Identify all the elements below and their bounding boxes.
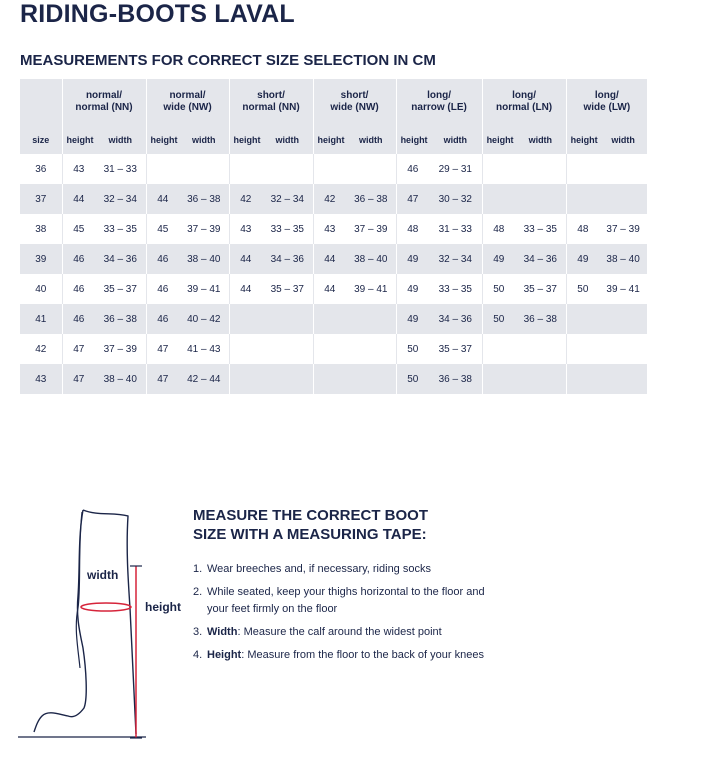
boot-diagram [18,508,188,748]
group-header-line1: short/ [257,90,285,101]
height-cell: 42 [229,184,262,214]
width-column-header: width [429,125,482,154]
width-cell [599,184,647,214]
step-bold-term: Height [207,649,242,661]
step-text-wrap [207,624,493,641]
step-number: 3. [193,626,203,638]
group-header-line2: normal (NN) [242,102,300,113]
diagram-height-label: height [145,600,181,614]
height-cell [229,334,262,364]
width-cell: 36 – 38 [346,184,396,214]
width-cell: 36 – 38 [95,304,146,334]
height-cell: 43 [313,214,346,244]
width-cell: 34 – 36 [95,244,146,274]
width-column-header: width [95,125,146,154]
table-corner-cell [20,79,62,125]
width-cell: 41 – 43 [187,343,221,355]
table-row [20,154,647,184]
table-group-header [229,79,313,125]
group-header-line2: normal (NN) [75,102,133,113]
width-cell: 36 – 38 [429,364,482,394]
width-cell: 35 – 37 [103,283,137,295]
height-cell: 42 [313,184,346,214]
width-cell: 33 – 35 [523,223,557,235]
size-cell: 43 [20,364,62,394]
width-cell: 36 – 38 [179,184,229,214]
width-cell [346,304,396,334]
height-cell: 44 [313,274,346,304]
width-cell [599,364,647,394]
width-column-header: width [179,125,229,154]
step-bold-term: Width [207,626,238,638]
step-number: 4. [193,649,203,661]
group-header-line1: long/ [512,90,537,101]
width-cell: 31 – 33 [103,163,137,175]
height-cell [229,304,262,334]
group-header-line1: long/ [427,90,451,101]
table-row [20,214,647,244]
height-column-header: height [62,125,95,154]
width-cell [599,334,647,364]
width-cell: 33 – 35 [103,223,137,235]
group-header-line2: narrow (LE) [411,102,467,113]
step-text: : Measure the calf around the widest point [237,626,442,638]
width-cell: 36 – 38 [515,304,566,334]
height-cell: 43 [229,214,262,244]
step-text: While seated, keep your thighs horizontal to the floor and your feet firmly on the floor [207,586,485,615]
table-group-header [566,79,647,125]
size-cell: 38 [35,223,47,235]
width-cell: 34 – 36 [429,304,482,334]
width-cell: 34 – 36 [515,244,566,274]
size-cell: 41 [20,304,62,334]
width-cell: 39 – 41 [606,283,640,295]
width-cell: 35 – 37 [438,343,472,355]
height-cell [229,364,262,394]
width-cell: 30 – 32 [429,184,482,214]
instructions-list [193,561,493,670]
height-cell [482,364,515,394]
table-row [20,334,647,364]
width-cell: 33 – 35 [438,283,472,295]
page-title: RIDING-BOOTS LAVAL [20,0,295,28]
height-cell [566,304,599,334]
width-cell [262,154,313,184]
table-group-header [396,79,482,125]
width-cell [515,334,566,364]
width-cell [515,364,566,394]
height-cell [313,334,346,364]
width-column-header: width [346,125,396,154]
table-group-header [62,79,146,125]
instruction-step [193,647,493,664]
height-cell: 44 [146,184,179,214]
height-cell: 48 [566,214,599,244]
height-column-header: height [396,125,429,154]
table-subheader-row [20,125,647,154]
diagram-width-label: width [87,568,119,582]
height-cell: 48 [482,214,515,244]
width-column-header: width [262,125,313,154]
height-column-header: height [146,125,179,154]
width-cell: 38 – 40 [179,244,229,274]
width-cell [262,364,313,394]
height-cell [566,184,599,214]
height-cell [566,334,599,364]
height-cell: 45 [62,214,95,244]
height-cell [482,334,515,364]
height-cell: 50 [482,274,515,304]
width-cell [346,334,396,364]
height-cell [313,304,346,334]
table-row [20,304,647,334]
width-cell: 34 – 36 [262,244,313,274]
step-text-wrap [207,647,493,664]
height-cell: 44 [229,274,262,304]
instruction-step [193,584,493,618]
table-row [20,364,647,394]
step-text: : Measure from the floor to the back of your knees [241,649,484,661]
size-cell: 37 [20,184,62,214]
instruction-step [193,561,493,578]
size-cell: 36 [35,163,47,175]
width-cell [262,304,313,334]
table-subtitle: MEASUREMENTS FOR CORRECT SIZE SELECTION IN CM [20,52,436,69]
height-cell: 46 [396,154,429,184]
width-cell [346,364,396,394]
height-cell: 50 [482,304,515,334]
height-cell: 46 [62,304,95,334]
width-cell: 31 – 33 [438,223,472,235]
group-header-line2: normal (LN) [496,102,553,113]
step-number: 1. [193,563,203,575]
height-cell [566,154,599,184]
width-cell: 38 – 40 [95,364,146,394]
height-cell: 44 [62,184,95,214]
width-cell [515,154,566,184]
width-cell [599,154,647,184]
table-row [20,184,647,214]
size-header: size [20,125,62,154]
width-cell [515,184,566,214]
table-group-header [313,79,396,125]
width-cell: 37 – 39 [103,343,137,355]
width-cell: 35 – 37 [270,283,304,295]
height-cell: 46 [146,244,179,274]
height-column-header: height [229,125,262,154]
height-cell [482,184,515,214]
width-cell: 32 – 34 [95,184,146,214]
table-group-header-row [20,79,647,125]
height-cell [482,154,515,184]
instructions-title [193,506,493,544]
height-cell [566,364,599,394]
step-text: Wear breeches and, if necessary, riding socks [207,563,431,575]
height-cell: 47 [146,334,179,364]
group-header-line1: normal/ [169,90,206,101]
width-cell: 40 – 42 [179,304,229,334]
width-cell: 39 – 41 [187,283,221,295]
size-cell: 40 [35,283,47,295]
width-cell: 37 – 39 [187,223,221,235]
height-cell: 48 [396,214,429,244]
height-column-header: height [566,125,599,154]
height-cell: 49 [396,304,429,334]
height-cell: 49 [566,244,599,274]
group-header-line1: long/ [594,90,619,101]
instructions-title-line2: SIZE WITH A MEASURING TAPE: [193,526,427,543]
height-cell: 45 [146,214,179,244]
height-column-header: height [482,125,515,154]
width-cell: 32 – 34 [262,184,313,214]
width-column-header: width [515,125,566,154]
width-column-header: width [599,125,647,154]
table-row [20,244,647,274]
width-cell: 38 – 40 [346,244,396,274]
table-group-header [146,79,229,125]
height-cell: 49 [482,244,515,274]
step-number: 2. [193,586,203,598]
calf-width-measure [81,603,131,611]
height-cell [229,154,262,184]
height-cell: 46 [146,304,179,334]
height-cell: 46 [62,274,95,304]
size-table-body [20,79,647,394]
height-cell: 50 [396,334,429,364]
height-cell: 46 [62,244,95,274]
height-cell: 44 [229,244,262,274]
height-cell: 47 [146,364,179,394]
height-cell: 50 [566,274,599,304]
table-row [20,274,647,304]
size-cell: 42 [35,343,47,355]
width-cell: 32 – 34 [429,244,482,274]
group-header-line2: wide (NW) [163,102,212,113]
height-cell: 43 [62,154,95,184]
width-cell: 39 – 41 [354,283,388,295]
height-cell [146,154,179,184]
width-cell [346,154,396,184]
instruction-step [193,624,493,641]
group-header-line2: wide (LW) [583,102,631,113]
width-cell: 37 – 39 [354,223,388,235]
width-cell: 38 – 40 [599,244,647,274]
height-cell: 49 [396,244,429,274]
instructions-title-line1: MEASURE THE CORRECT BOOT [193,507,429,524]
height-cell: 46 [146,274,179,304]
width-cell: 37 – 39 [606,223,640,235]
group-header-line1: short/ [340,90,369,101]
table-group-header [482,79,566,125]
width-cell: 33 – 35 [270,223,304,235]
boot-outline [34,510,136,734]
group-header-line1: normal/ [85,90,123,101]
width-cell: 35 – 37 [523,283,557,295]
width-cell [262,334,313,364]
leg-outline [76,512,82,668]
height-cell: 47 [62,364,95,394]
width-cell: 42 – 44 [179,364,229,394]
height-cell [313,364,346,394]
height-cell [313,154,346,184]
height-column-header: height [313,125,346,154]
group-header-line2: wide (NW) [330,102,379,113]
height-cell: 47 [62,334,95,364]
width-cell [179,154,229,184]
height-cell: 47 [396,184,429,214]
height-cell: 44 [313,244,346,274]
size-table [20,79,647,394]
height-cell: 50 [396,364,429,394]
width-cell [599,304,647,334]
height-cell: 49 [396,274,429,304]
size-cell: 39 [20,244,62,274]
width-cell: 29 – 31 [438,163,472,175]
